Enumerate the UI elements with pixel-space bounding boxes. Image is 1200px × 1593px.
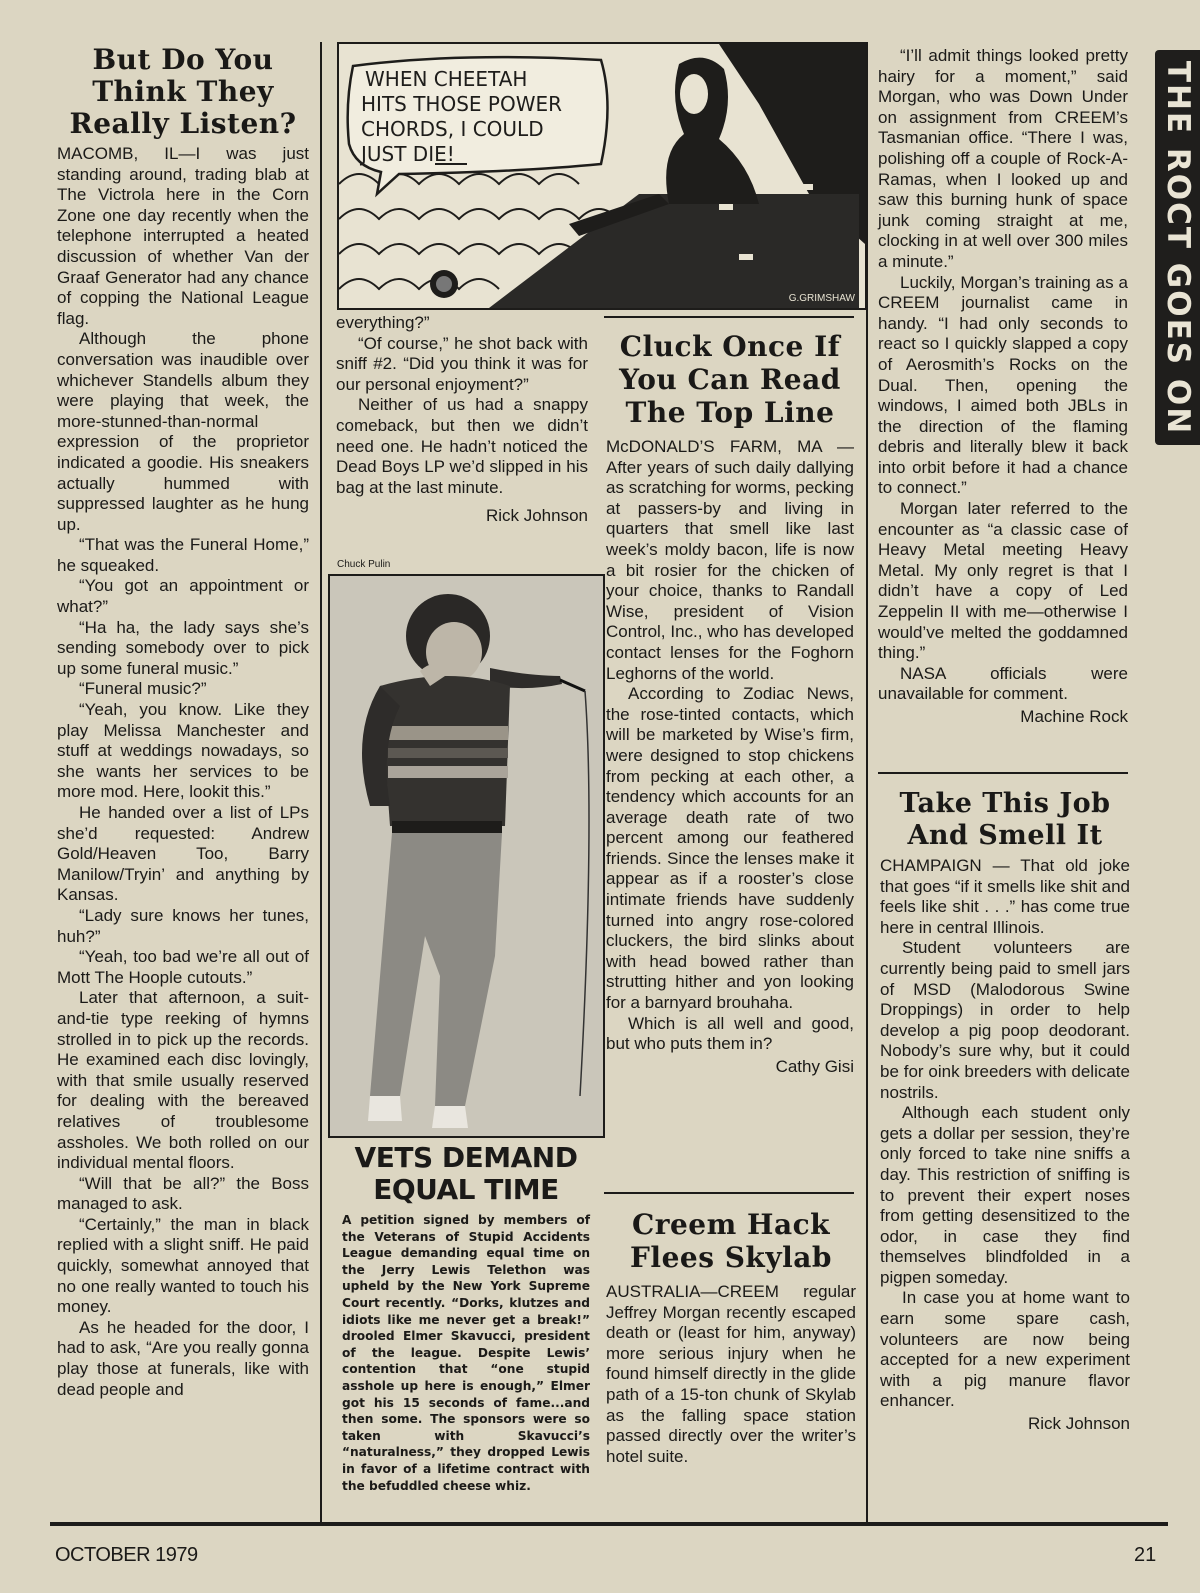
paragraph: “Lady sure knows her tunes, huh?” bbox=[57, 905, 309, 946]
cartoon-drawing bbox=[339, 44, 865, 308]
paragraph: Morgan later referred to the encounter as “a classic case of Heavy Metal meeting Heavy Metal. My only regret is that I didn’t have a copy of Led Zeppelin II with me—otherwise I would’ve melted the goddamned thing.” bbox=[878, 499, 1128, 663]
section-tab bbox=[1155, 50, 1200, 445]
paragraph: Although each student only gets a dollar per session, they’re only forced to take nine sniffs a day. This restriction of sniffing is to prevent their expert noses from getting desensitized to the odor, in case they find themselves blindfolded in a pigpen someday. bbox=[880, 1103, 1130, 1287]
article-skylab-top-rule bbox=[604, 1192, 854, 1194]
article-smell-top-rule bbox=[878, 772, 1128, 774]
footer-rule bbox=[50, 1522, 1168, 1526]
issue-date: OCTOBER 1979 bbox=[55, 1544, 198, 1566]
paragraph: MACOMB, IL—I was just standing around, trading blab at The Victrola here in the Corn Zone one day recently when the telephone interrupted a heated discussion of whether Van der Graaf Generator had any chance of copping the National League flag. bbox=[57, 144, 309, 328]
paragraph: “You got an appointment or what?” bbox=[57, 576, 309, 617]
paragraph: “Yeah, too bad we’re all out of Mott The Hoople cutouts.” bbox=[57, 947, 309, 987]
paragraph: “That was the Funeral Home,” he squeaked. bbox=[57, 535, 309, 575]
paragraph: “Will that be all?” the Boss managed to ask. bbox=[57, 1173, 309, 1214]
vets-item bbox=[342, 1142, 590, 1494]
article-listen-continued bbox=[336, 313, 588, 526]
paragraph: “Certainly,” the man in black replied with a slight sniff. He paid quickly, somewhat annoyed that no one really wanted to touch his money. bbox=[57, 1214, 309, 1317]
paragraph: AUSTRALIA—CREEM regular Jeffrey Morgan recently escaped death or (least for him, anyway) more serious injury when he found himself directly in the glide path of a 15-ton chunk of Skylab as the falling space station passed directly over the writer’s hotel suite. bbox=[606, 1282, 856, 1466]
svg-text:WHEN CHEETAH: WHEN CHEETAH bbox=[365, 67, 528, 91]
article-listen-headline: But Do You Think They Really Listen? bbox=[69, 43, 297, 140]
svg-text:CHORDS, I COULD: CHORDS, I COULD bbox=[361, 117, 544, 141]
paragraph: As he headed for the door, I had to ask, “Are you really gonna play those at funerals, like with dead people and bbox=[57, 1317, 309, 1399]
article-skylab bbox=[606, 1208, 856, 1467]
paragraph: McDONALD’S FARM, MA —After years of such daily dallying as scratching for worms, pecking at passers-by and living in quarters that smell like last week’s moldy bacon, life is now a bit rosier for the chicken of your choice, thanks to Randall Wise, president of Vision Control, Inc., who has developed contact lenses for the Foghorn Leghorns of the world. bbox=[606, 437, 854, 683]
svg-text:JUST DIE!: JUST DIE! bbox=[361, 142, 455, 166]
performer-photo bbox=[328, 574, 605, 1138]
paragraph: “Ha ha, the lady says she’s sending somebody over to pick up some funeral music.” bbox=[57, 617, 309, 678]
article-skylab-headline: Creem Hack Flees Skylab bbox=[630, 1208, 832, 1274]
page-number: 21 bbox=[1134, 1544, 1157, 1566]
paragraph: CHAMPAIGN — That old joke that goes “if it smells like shit and feels like shit . . .” has come true here in central Illinois. bbox=[880, 856, 1130, 937]
cartoon-illustration bbox=[337, 42, 867, 310]
paragraph: everything?” bbox=[336, 313, 430, 332]
article-cluck-headline: Cluck Once If You Can Read The Top Line bbox=[619, 330, 841, 429]
svg-text:HITS THOSE POWER: HITS THOSE POWER bbox=[361, 92, 563, 116]
article-listen-body bbox=[57, 144, 309, 1400]
paragraph: “I’ll admit things looked pretty hairy for a moment,” said Morgan, who was Down Under on assignment from CREEM’s Tasmanian office. “There I was, polishing off a couple of Rock-A-Ramas, when I looked up and saw this burning hunk of space junk coming straight at me, clocking in at well over 300 miles a minute.” bbox=[878, 46, 1128, 271]
article-skylab-byline: Machine Rock bbox=[1020, 707, 1128, 726]
paragraph: Which is all well and good, but who puts them in? bbox=[606, 1013, 854, 1054]
cartoon-signature: G.GRIMSHAW bbox=[788, 293, 855, 304]
article-smell-byline: Rick Johnson bbox=[1027, 1414, 1130, 1434]
vets-headline: VETS DEMAND EQUAL TIME bbox=[354, 1141, 578, 1206]
article-smell-headline: Take This Job And Smell It bbox=[899, 788, 1111, 851]
paragraph: “Of course,” he shot back with sniff #2. “Did you think it was for our personal enjoyment?” bbox=[336, 333, 588, 394]
article-smell bbox=[880, 788, 1130, 1434]
article-cluck bbox=[606, 330, 854, 1077]
paragraph: “Funeral music?” bbox=[79, 679, 207, 699]
article-cluck-byline: Cathy Gisi bbox=[775, 1056, 854, 1076]
paragraph: Later that afternoon, a suit-and-tie type reeking of hymns strolled in to pick up the records. He examined each disc lovingly, with that smile usually reserved for dealing with the bereaved relatives of troublesome assholes. We both rolled on our individual mental floors. bbox=[57, 988, 309, 1173]
paragraph: According to Zodiac News, the rose-tinted contacts, which will be marketed by Wise’s firm, were designed to stop chickens from pecking at each other, a tendency which accounts for an average death rate of two percent among our feathered friends. Since the lenses make it appear as if a rooster’s close intimate friends have suddenly turned into angry rose-colored cluckers, the bird slinks about with head bowed rather than strutting hither and yon looking for a barnyard brouhaha. bbox=[606, 684, 854, 1013]
article-listen-byline: Rick Johnson bbox=[485, 506, 588, 526]
photo-credit: Chuck Pulin bbox=[337, 559, 391, 570]
paragraph: Although the phone conversation was inaudible over whichever Standells album they were playing that week, the more-stunned-than-normal expression of the proprietor indicated a goodie. His sneakers actually hummed with suppressed laughter as he hung up. bbox=[57, 329, 309, 534]
article-cluck-top-rule bbox=[604, 316, 854, 318]
article-skylab-continued bbox=[878, 46, 1128, 727]
paragraph: He handed over a list of LPs she’d requested: Andrew Gold/Heaven Too, Barry Manilow/Tryin’ and anything by Kansas. bbox=[57, 803, 309, 905]
paragraph: Luckily, Morgan’s training as a CREEM journalist came in handy. “I had only seconds to react so I quickly slapped a copy of Aerosmith’s Rocks on the Dual. Then, opening the windows, I aimed both JBLs in the direction of the flaming debris and literally blew it back into orbit before it had a chance to connect.” bbox=[878, 272, 1128, 498]
paragraph: In case you at home want to earn some spare cash, volunteers are now being accepted for a new experiment with a pig manure flavor enhancer. bbox=[880, 1288, 1130, 1411]
paragraph: NASA officials were unavailable for comment. bbox=[878, 663, 1128, 704]
paragraph: “Yeah, you know. Like they play Melissa Manchester and stuff at weddings nowadays, so she wants her services to be more mod. Here, lookit this.” bbox=[57, 700, 309, 802]
column-rule-1 bbox=[320, 42, 322, 1522]
paragraph: Neither of us had a snappy comeback, but then we didn’t need one. He hadn’t noticed the Dead Boys LP we’d slipped in his bag at the last minute. bbox=[336, 395, 588, 497]
section-tab-label: THE ROCT GOES ON bbox=[1159, 60, 1196, 435]
article-listen bbox=[57, 44, 309, 1400]
vets-text: A petition signed by members of the Veterans of Stupid Accidents League demanding equal time on the Jerry Lewis Telethon was upheld by the New York Supreme Court recently. “Dorks, klutzes and idiots like me never get a break!” drooled Elmer Skavucci, president of the league. Despite Lewis’ contention that “one stupid asshole up here is enough,” Elmer got his 15 seconds of fame...and then some. The sponsors were so taken with Skavucci’s “naturalness,” they dropped Lewis in favor of a lifetime contract with the befuddled cheese whiz. bbox=[342, 1213, 590, 1493]
paragraph: Student volunteers are currently being paid to smell jars of MSD (Malodorous Swine Droppings) in order to help develop a pig poop deodorant. Nobody’s sure why, but it could be for oink breeders with delicate nostrils. bbox=[880, 938, 1130, 1102]
performer-photo-drawing bbox=[330, 576, 603, 1136]
